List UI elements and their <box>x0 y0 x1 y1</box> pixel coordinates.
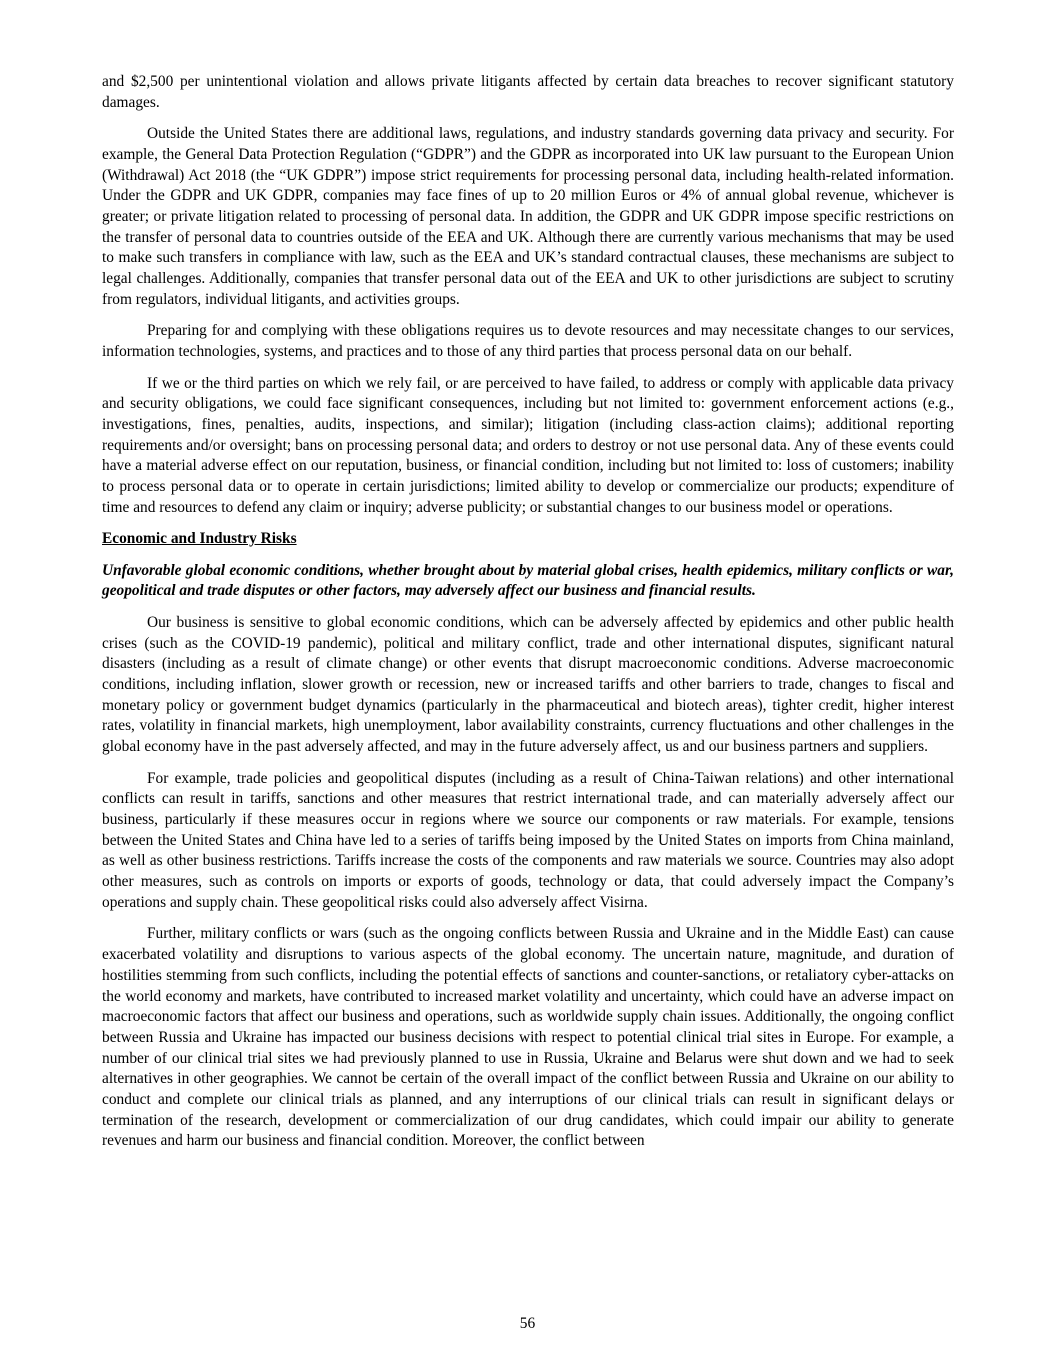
section-heading-economic-risks: Economic and Industry Risks <box>102 530 297 548</box>
risk-factor-heading: Unfavorable global economic conditions, whether brought about by material global crises, health epidemics, military conflicts or war, geopolitical and trade disputes or other factors, may adversely affect our business and financial results. <box>102 561 954 600</box>
paragraph-global-economic-conditions: Our business is sensitive to global economic conditions, which can be adversely affected by epidemics and other public health crises (such as the COVID-19 pandemic), political and military conflict, trade and other international disputes, significant natural disasters (including as a result of climate change) or other events that disrupt macroeconomic conditions. Adverse macroeconomic conditions, including inflation, slower growth or recession, new or increased tariffs and other barriers to trade, changes to fiscal and monetary policy or government budget dynamics (particularly in the pharmaceutical and biotech areas), tighter credit, higher interest rates, volatility in financial markets, high unemployment, labor availability constraints, currency fluctuations and other challenges in the global economy have in the past adversely affected, and may in the future adversely affect, us and our business partners and suppliers. <box>102 613 954 756</box>
page-number: 56 <box>519 1315 536 1332</box>
paragraph-military-conflicts: Further, military conflicts or wars (such as the ongoing conflicts between Russia and Ukraine and in the Middle East) can cause exacerbated volatility and disruptions to various aspects of the global economy. The uncertain nature, magnitude, and duration of hostilities stemming from such conflicts, including the potential effects of sanctions and counter-sanctions, or retaliatory cyber-attacks on the world economy and markets, have contributed to increased market volatility and uncertainty, which could have an adverse impact on macroeconomic factors that affect our business and operations, such as worldwide supply chain issues. Additionally, the ongoing conflict between Russia and Ukraine has impacted our business decisions with respect to potential clinical trial sites in Europe. For example, a number of our clinical trial sites we had previously planned to use in Russia, Ukraine and Belarus were shut down and we had to seek alternatives in other geographies. We cannot be certain of the overall impact of the conflict between Russia and Ukraine on our ability to conduct and complete our clinical trials as planned, and any interruptions of our clinical trials can result in significant delays or termination of the research, development or commercialization of our drug candidates, which could impair our ability to generate revenues and harm our business and financial condition. Moreover, the conflict between <box>102 925 954 1150</box>
document-page <box>102 72 954 1163</box>
paragraph-gdpr: Outside the United States there are additional laws, regulations, and industry standards governing data privacy and security. For example, the General Data Protection Regulation (“GDPR”) and the GDPR as incorporated into UK law pursuant to the European Union (Withdrawal) Act 2018 (the “UK GDPR”) impose strict requirements for processing personal data, including health-related information. Under the GDPR and UK GDPR, companies may face fines of up to 20 million Euros or 4% of annual global revenue, whichever is greater; or private litigation related to processing of personal data. In addition, the GDPR and UK GDPR impose specific restrictions on the transfer of personal data to countries outside of the EEA and UK. Although there are currently various mechanisms that may be used to make such transfers in compliance with law, such as the EEA and UK’s standard contractual clauses, these mechanisms are subject to legal challenges. Additionally, companies that transfer personal data out of the EEA and UK to other jurisdictions are subject to scrutiny from regulators, individual litigants, and activities groups. <box>102 125 954 308</box>
paragraph-compliance-obligations: Preparing for and complying with these obligations requires us to devote resources and may necessitate changes to our services, information technologies, systems, and practices and to those of any third parties that process personal data on our behalf. <box>102 322 954 361</box>
paragraph-statutory-damages: and $2,500 per unintentional violation and allows private litigants affected by certain data breaches to recover significant statutory damages. <box>102 73 954 111</box>
paragraph-trade-policies: For example, trade policies and geopolitical disputes (including as a result of China-Taiwan relations) and other international conflicts can result in tariffs, sanctions and other measures that restrict international trade, and can materially adversely affect our business, particularly if these measures occur in regions where we source our components or raw materials. For example, tensions between the United States and China have led to a series of tariffs being imposed by the United States on imports from China mainland, as well as other business restrictions. Tariffs increase the costs of the components and raw materials we source. Countries may also adopt other measures, such as controls on imports or exports of goods, technology or data, that could adversely impact the Company’s operations and supply chain. These geopolitical risks could also adversely affect Visirna. <box>102 769 954 911</box>
paragraph-consequences: If we or the third parties on which we rely fail, or are perceived to have failed, to address or comply with applicable data privacy and security obligations, we could face significant consequences, including but not limited to: government enforcement actions (e.g., investigations, fines, penalties, audits, inspections, and similar); litigation (including class-action claims); additional reporting requirements and/or oversight; bans on processing personal data; and orders to destroy or not use personal data. Any of these events could have a material adverse effect on our reputation, business, or financial condition, including but not limited to: loss of customers; inability to process personal data or to operate in certain jurisdictions; limited ability to develop or commercialize our products; expenditure of time and resources to defend any claim or inquiry; adverse publicity; or substantial changes to our business model or operations. <box>102 374 954 516</box>
